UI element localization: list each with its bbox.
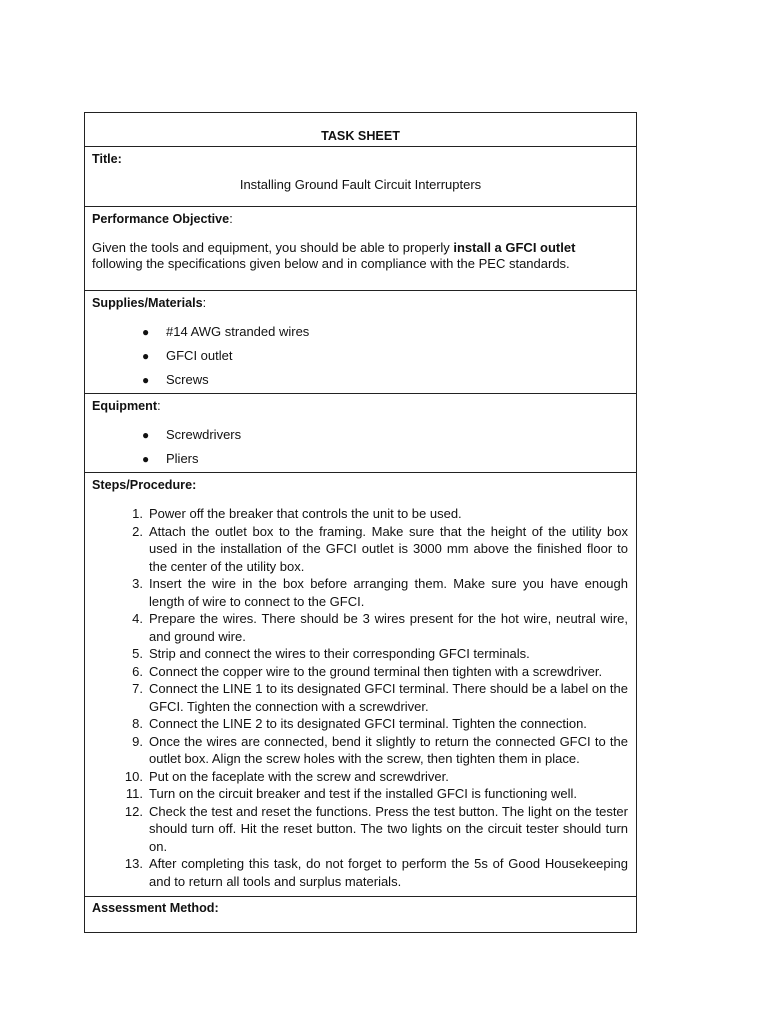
performance-objective-label xyxy=(92,211,629,227)
step-number: 12. xyxy=(124,803,143,819)
steps-label: Steps/Procedure: xyxy=(92,478,197,492)
supplies-colon: : xyxy=(202,296,207,310)
step-text: Insert the wire in the box before arranging them. Make sure you have enough length of wire to connect to the GFCI. xyxy=(149,576,628,609)
assessment-method-label: Assessment Method: xyxy=(92,901,219,915)
task-sheet-heading: TASK SHEET xyxy=(321,129,400,143)
step-item xyxy=(92,575,629,610)
title-row xyxy=(85,146,636,206)
equipment-label xyxy=(92,398,629,414)
objective-text-bold: install a GFCI outlet xyxy=(453,240,576,255)
bullet-icon: ● xyxy=(142,452,150,466)
step-item xyxy=(92,610,629,645)
step-item xyxy=(92,785,629,803)
steps-list xyxy=(92,505,629,890)
step-item xyxy=(92,505,629,523)
step-text: After completing this task, do not forget to perform the 5s of Good Housekeeping and to return all tools and surplus materials. xyxy=(149,856,628,889)
task-sheet-header-row xyxy=(85,113,636,146)
list-item xyxy=(142,324,629,348)
step-item xyxy=(92,715,629,733)
step-text: Connect the LINE 1 to its designated GFCI terminal. There should be a label on the GFCI. Tighten the connection with a screwdriver. xyxy=(149,681,628,714)
performance-objective-colon: : xyxy=(229,212,233,226)
step-number: 8. xyxy=(132,716,143,731)
performance-objective-label-text: Performance Objective xyxy=(92,212,230,226)
supplies-label xyxy=(92,295,629,311)
step-number: 7. xyxy=(132,681,143,696)
step-number: 11. xyxy=(125,786,143,801)
step-item xyxy=(92,768,629,786)
step-number: 6. xyxy=(132,663,143,679)
step-number: 9. xyxy=(132,733,143,749)
task-sheet-table xyxy=(84,112,637,933)
step-text: Check the test and reset the functions. Press the test button. The light on the tester should turn off. Hit the reset button. The two lights on the circuit tester should turn on. xyxy=(149,803,628,854)
step-item xyxy=(92,680,629,715)
step-number: 13. xyxy=(124,856,143,871)
step-text: Attach the outlet box to the framing. Make sure that the height of the utility box used in the installation of the GFCI outlet is 3000 mm above the finished floor to the center of the utility box. xyxy=(149,523,628,574)
list-item-text: Screws xyxy=(166,372,209,387)
step-item xyxy=(92,645,629,663)
list-item-text: GFCI outlet xyxy=(166,348,233,363)
step-text: Prepare the wires. There should be 3 wires present for the hot wire, neutral wire, and ground wire. xyxy=(149,611,628,644)
step-number: 5. xyxy=(132,646,143,661)
list-item-text: #14 AWG stranded wires xyxy=(166,324,310,339)
step-number: 2. xyxy=(132,523,143,539)
equipment-list xyxy=(92,427,629,475)
step-item xyxy=(92,803,629,856)
step-item xyxy=(92,733,629,768)
equipment-label-text: Equipment xyxy=(92,399,158,413)
title-label: Title: xyxy=(92,152,122,166)
supplies-list xyxy=(92,324,629,396)
performance-objective-text xyxy=(92,240,629,272)
bullet-icon: ● xyxy=(142,325,150,339)
step-number: 1. xyxy=(132,506,143,521)
assessment-method-row xyxy=(85,896,636,932)
performance-objective-row xyxy=(85,206,636,290)
step-item xyxy=(92,523,629,576)
step-text: Put on the faceplate with the screw and screwdriver. xyxy=(149,768,449,784)
supplies-materials-row xyxy=(85,290,636,393)
step-number: 3. xyxy=(132,576,143,591)
list-item xyxy=(142,427,629,451)
objective-text-after: following the specifications given below and in compliance with the PEC standards. xyxy=(92,256,570,271)
step-text: Once the wires are connected, bend it slightly to return the connected GFCI to the outlet box. Align the screw holes with the screw, then tighten them in place. xyxy=(149,733,628,766)
step-text: Strip and connect the wires to their corresponding GFCI terminals. xyxy=(149,646,530,661)
bullet-icon: ● xyxy=(142,349,150,363)
bullet-icon: ● xyxy=(142,373,150,387)
equipment-row xyxy=(85,393,636,472)
step-number: 4. xyxy=(132,611,143,626)
bullet-icon: ● xyxy=(142,428,150,442)
list-item-text: Pliers xyxy=(166,451,199,466)
step-text: Power off the breaker that controls the unit to be used. xyxy=(149,506,462,521)
equipment-colon: : xyxy=(157,399,161,413)
task-title: Installing Ground Fault Circuit Interrupters xyxy=(239,177,482,192)
step-text: Connect the LINE 2 to its designated GFCI terminal. Tighten the connection. xyxy=(149,716,587,731)
step-item xyxy=(92,855,629,890)
step-item xyxy=(92,663,629,681)
supplies-label-text: Supplies/Materials xyxy=(92,296,203,310)
list-item xyxy=(142,348,629,372)
step-text: Turn on the circuit breaker and test if the installed GFCI is functioning well. xyxy=(149,786,577,801)
step-text: Connect the copper wire to the ground terminal then tighten with a screwdriver. xyxy=(149,663,603,679)
step-number: 10. xyxy=(124,768,143,784)
list-item-text: Screwdrivers xyxy=(166,427,242,442)
objective-text-before: Given the tools and equipment, you should be able to properly xyxy=(92,240,454,255)
steps-procedure-row xyxy=(85,472,636,896)
